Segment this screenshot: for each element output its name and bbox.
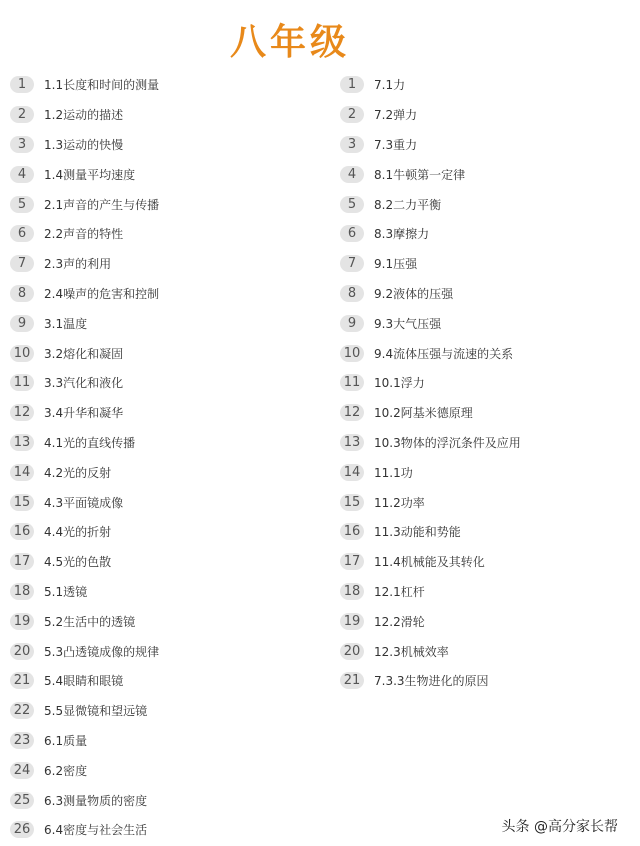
item-label: 5.1透镜 xyxy=(44,584,88,599)
item-label: 8.2二力平衡 xyxy=(374,197,442,212)
list-item xyxy=(340,130,521,160)
item-number-badge: 8 xyxy=(10,285,34,302)
item-number-badge: 9 xyxy=(10,315,34,332)
item-label: 9.2液体的压强 xyxy=(374,286,454,301)
item-number-badge: 4 xyxy=(340,166,364,183)
item-label: 6.3测量物质的密度 xyxy=(44,793,148,808)
item-number-badge: 14 xyxy=(10,464,34,481)
item-number-badge: 19 xyxy=(340,613,364,630)
list-item xyxy=(340,308,521,338)
item-number-badge: 18 xyxy=(340,583,364,600)
item-number-badge: 20 xyxy=(340,643,364,660)
watermark: 头条 @高分家长帮 xyxy=(501,819,618,835)
item-label: 12.3机械效率 xyxy=(374,644,449,659)
item-label: 10.1浮力 xyxy=(374,376,425,391)
item-label: 4.2光的反射 xyxy=(44,465,112,480)
item-label: 10.2阿基米德原理 xyxy=(374,406,473,421)
item-label: 12.1杠杆 xyxy=(374,584,425,599)
list-item xyxy=(10,577,159,607)
list-item xyxy=(10,159,159,189)
item-number-badge: 3 xyxy=(340,136,364,153)
item-label: 2.3声的利用 xyxy=(44,257,112,272)
item-label: 5.2生活中的透镜 xyxy=(44,614,136,629)
list-item xyxy=(340,219,521,249)
list-item xyxy=(340,100,521,130)
list-item xyxy=(340,606,521,636)
item-label: 5.4眼睛和眼镜 xyxy=(44,674,124,689)
list-item xyxy=(340,70,521,100)
item-label: 2.4噪声的危害和控制 xyxy=(44,286,160,301)
list-item xyxy=(340,159,521,189)
item-number-badge: 4 xyxy=(10,166,34,183)
item-number-badge: 19 xyxy=(10,613,34,630)
item-label: 5.5显微镜和望远镜 xyxy=(44,704,148,719)
list-item xyxy=(10,279,159,309)
list-item xyxy=(340,457,521,487)
list-item xyxy=(10,815,159,845)
item-label: 4.4光的折射 xyxy=(44,525,112,540)
item-label: 3.3汽化和液化 xyxy=(44,376,124,391)
item-label: 6.1质量 xyxy=(44,733,88,748)
item-label: 2.2声音的特性 xyxy=(44,227,124,242)
list-item xyxy=(10,368,159,398)
list-item xyxy=(340,666,521,696)
item-number-badge: 13 xyxy=(10,434,34,451)
list-item xyxy=(10,249,159,279)
item-number-badge: 9 xyxy=(340,315,364,332)
list-item xyxy=(10,130,159,160)
list-item xyxy=(10,308,159,338)
list-item xyxy=(340,279,521,309)
item-label: 8.3摩擦力 xyxy=(374,227,430,242)
item-number-badge: 11 xyxy=(10,374,34,391)
item-label: 3.2熔化和凝固 xyxy=(44,346,124,361)
item-number-badge: 7 xyxy=(10,255,34,272)
item-number-badge: 2 xyxy=(10,106,34,123)
list-item xyxy=(340,577,521,607)
item-label: 11.1功 xyxy=(374,465,413,480)
item-label: 4.3平面镜成像 xyxy=(44,495,124,510)
item-label: 3.1温度 xyxy=(44,316,88,331)
list-item xyxy=(10,517,159,547)
item-label: 9.3大气压强 xyxy=(374,316,442,331)
list-item xyxy=(10,189,159,219)
item-number-badge: 25 xyxy=(10,792,34,809)
item-number-badge: 7 xyxy=(340,255,364,272)
list-item xyxy=(340,189,521,219)
item-number-badge: 11 xyxy=(340,374,364,391)
list-item xyxy=(340,338,521,368)
list-item xyxy=(10,457,159,487)
list-item xyxy=(340,487,521,517)
item-number-badge: 14 xyxy=(340,464,364,481)
item-label: 5.3凸透镜成像的规律 xyxy=(44,644,160,659)
item-number-badge: 21 xyxy=(340,672,364,689)
item-number-badge: 20 xyxy=(10,643,34,660)
page-title: 八年级 xyxy=(229,22,350,63)
item-label: 7.3.3生物进化的原因 xyxy=(374,674,489,689)
item-label: 12.2滑轮 xyxy=(374,614,425,629)
item-label: 11.3动能和势能 xyxy=(374,525,461,540)
item-number-badge: 21 xyxy=(10,672,34,689)
list-item xyxy=(10,70,159,100)
list-item xyxy=(10,696,159,726)
item-label: 11.4机械能及其转化 xyxy=(374,555,485,570)
list-item xyxy=(10,338,159,368)
item-number-badge: 8 xyxy=(340,285,364,302)
list-item xyxy=(10,487,159,517)
list-item xyxy=(10,219,159,249)
item-number-badge: 23 xyxy=(10,732,34,749)
right-chapter-list xyxy=(340,70,521,696)
item-number-badge: 26 xyxy=(10,821,34,838)
list-item xyxy=(340,428,521,458)
item-label: 9.1压强 xyxy=(374,257,418,272)
left-chapter-list xyxy=(10,70,159,845)
item-label: 9.4流体压强与流速的关系 xyxy=(374,346,514,361)
item-label: 6.2密度 xyxy=(44,763,88,778)
item-label: 7.1力 xyxy=(374,78,406,93)
item-number-badge: 1 xyxy=(340,76,364,93)
item-label: 4.5光的色散 xyxy=(44,555,112,570)
item-label: 10.3物体的浮沉条件及应用 xyxy=(374,435,521,450)
list-item xyxy=(340,398,521,428)
list-item xyxy=(10,726,159,756)
item-number-badge: 16 xyxy=(340,523,364,540)
item-label: 3.4升华和凝华 xyxy=(44,406,124,421)
item-label: 1.3运动的快慢 xyxy=(44,137,124,152)
list-item xyxy=(10,398,159,428)
list-item xyxy=(340,249,521,279)
item-number-badge: 2 xyxy=(340,106,364,123)
item-number-badge: 13 xyxy=(340,434,364,451)
item-number-badge: 15 xyxy=(340,494,364,511)
item-number-badge: 24 xyxy=(10,762,34,779)
list-item xyxy=(10,547,159,577)
list-item xyxy=(340,368,521,398)
list-item xyxy=(10,636,159,666)
item-label: 4.1光的直线传播 xyxy=(44,435,136,450)
list-item xyxy=(340,636,521,666)
item-number-badge: 17 xyxy=(340,553,364,570)
item-number-badge: 17 xyxy=(10,553,34,570)
item-number-badge: 16 xyxy=(10,523,34,540)
item-label: 1.1长度和时间的测量 xyxy=(44,78,160,93)
list-item xyxy=(10,100,159,130)
item-label: 11.2功率 xyxy=(374,495,425,510)
list-item xyxy=(10,666,159,696)
list-item xyxy=(10,428,159,458)
list-item xyxy=(340,517,521,547)
list-item xyxy=(10,755,159,785)
item-label: 7.3重力 xyxy=(374,137,418,152)
item-label: 7.2弹力 xyxy=(374,108,418,123)
item-number-badge: 1 xyxy=(10,76,34,93)
item-label: 1.2运动的描述 xyxy=(44,108,124,123)
item-label: 1.4测量平均速度 xyxy=(44,167,136,182)
item-number-badge: 18 xyxy=(10,583,34,600)
item-number-badge: 10 xyxy=(10,345,34,362)
list-item xyxy=(10,785,159,815)
item-label: 8.1牛顿第一定律 xyxy=(374,167,466,182)
item-number-badge: 15 xyxy=(10,494,34,511)
item-number-badge: 12 xyxy=(340,404,364,421)
item-label: 6.4密度与社会生活 xyxy=(44,823,148,838)
item-number-badge: 3 xyxy=(10,136,34,153)
item-number-badge: 5 xyxy=(340,196,364,213)
item-number-badge: 22 xyxy=(10,702,34,719)
list-item xyxy=(10,606,159,636)
item-label: 2.1声音的产生与传播 xyxy=(44,197,160,212)
item-number-badge: 6 xyxy=(10,225,34,242)
list-item xyxy=(340,547,521,577)
item-number-badge: 6 xyxy=(340,225,364,242)
item-number-badge: 5 xyxy=(10,196,34,213)
item-number-badge: 12 xyxy=(10,404,34,421)
item-number-badge: 10 xyxy=(340,345,364,362)
